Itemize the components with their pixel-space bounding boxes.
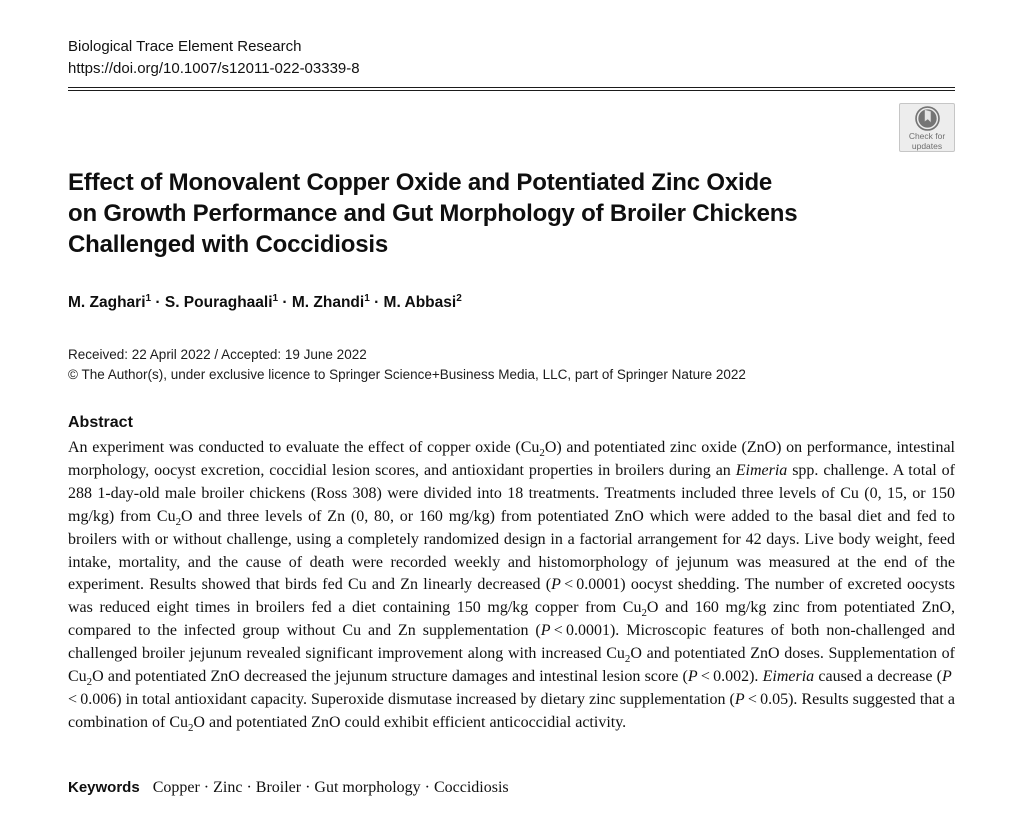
article-title-line: Challenged with Coccidiosis — [68, 231, 388, 258]
author-name: M. Zhandi$^1$ — [291, 292, 370, 311]
doi-link[interactable]: https://doi.org/10.1007/s12011-022-03339-8 — [68, 60, 360, 77]
header-divider — [68, 87, 955, 91]
keywords-list: Copper · Zinc · Broiler · Gut morphology · Coccidiosis — [152, 779, 509, 796]
abstract-heading: Abstract — [68, 414, 133, 431]
authors-line: M. Zaghari$^1$ · S. Pouraghaali$^1$ · M. Zhandi$^1$ · M. Abbasi$^2$ — [68, 292, 462, 311]
keywords-row — [68, 779, 509, 797]
journal-name: Biological Trace Element Research — [68, 38, 302, 55]
check-for-updates-badge[interactable] — [899, 103, 955, 152]
article-title-line: Effect of Monovalent Copper Oxide and Potentiated Zinc Oxide — [68, 169, 773, 196]
check-for-updates-label: Check for updates — [908, 131, 946, 151]
article-title — [68, 167, 797, 260]
author-name: M. Zaghari$^1$ — [68, 292, 152, 311]
abstract-text: An experiment was conducted to evaluate the effect of copper oxide $(Cu_2O)$ and potentiated zinc oxide (ZnO) on performance, intestinal morphology, oocyst excretion, coccidial lesion scores, and antioxidant properties in broilers during an Eimeria spp. challenge. A total of 288 1-day-old male broiler chickens (Ross 308) were divided into 18 treatments. Treatments included three levels of Cu (0, 15, or 150 mg/kg) from $Cu_2O$ and three levels of Zn (0, 80, or 160 mg/kg) from potentiated ZnO which were added to the basal diet and fed to broilers with or without challenge, using a completely randomized design in a factorial arrangement for 42 days. Live body weight, feed intake, mortality, and the cause of death were recorded weekly and histomorphology of jejunum was measured at the end of the experiment. Results showed that birds fed Cu and Zn linearly decreased (P < 0.0001) oocyst shedding. The number of excreted oocysts was reduced eight times in broilers fed a diet containing 150 mg/kg copper from $Cu_2O$ and 160 mg/kg zinc from potentiated ZnO, compared to the infected group without Cu and Zn supplementation (P < 0.0001). Microscopic features of both non-challenged and challenged broiler jejunum revealed significant improvement along with increased $Cu_2O$ and potentiated ZnO doses. Supplementation of $Cu_2O$ and potentiated ZnO decreased the jejunum structure damages and intestinal lesion score (P < 0.002). Eimeria caused a decrease (P < 0.006) in total antioxidant capacity. Superoxide dismutase increased by dietary zinc supplementation (P < 0.05). Results suggested that a combination of $Cu_2O$ and potentiated ZnO could exhibit efficient anticoccidial activity. — [68, 439, 956, 735]
author-name: M. Abbasi$^2$ — [383, 292, 462, 311]
copyright-line: © The Author(s), under exclusive licence to Springer Science+Business Media, LLC, part of Springer Nature 2022 — [68, 367, 746, 382]
crossmark-icon — [915, 106, 940, 131]
keywords-heading: Keywords — [68, 779, 140, 796]
author-name: S. Pouraghaali$^1$ — [164, 292, 279, 311]
received-accepted-line: Received: 22 April 2022 / Accepted: 19 June 2022 — [68, 347, 367, 362]
article-title-line: on Growth Performance and Gut Morphology of Broiler Chickens — [68, 200, 798, 227]
